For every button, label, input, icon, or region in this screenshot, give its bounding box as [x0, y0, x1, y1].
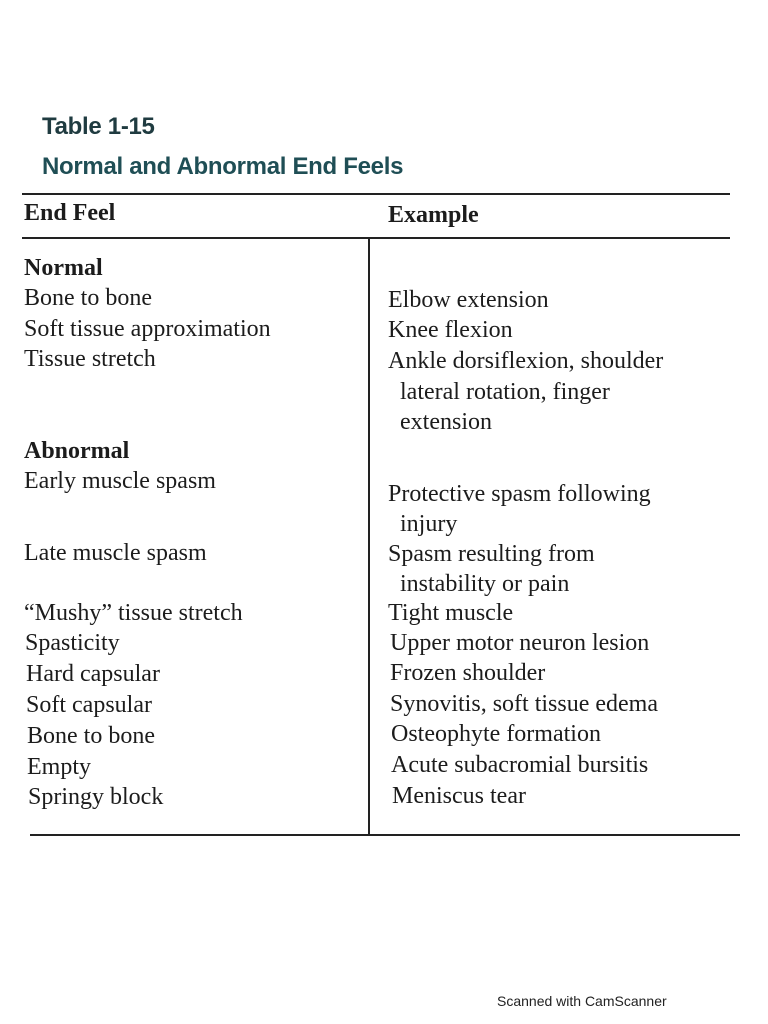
section-heading-normal: Normal [24, 255, 103, 281]
header-example: Example [388, 202, 479, 228]
end-feel-cell: “Mushy” tissue stretch [24, 600, 243, 626]
table-number: Table 1-15 [42, 113, 155, 140]
example-cell: Spasm resulting from [388, 541, 595, 567]
end-feel-cell: Spasticity [25, 630, 120, 656]
end-feel-cell: Springy block [28, 784, 164, 810]
section-heading-abnormal: Abnormal [24, 438, 130, 464]
example-cell: Tight muscle [388, 600, 514, 626]
end-feel-cell: Soft capsular [26, 692, 152, 718]
table-bottom-rule [30, 834, 740, 836]
example-cell-continuation: lateral rotation, finger [400, 379, 610, 405]
end-feel-cell: Soft tissue approximation [24, 316, 271, 342]
table-top-rule [22, 193, 730, 195]
example-cell-continuation: injury [400, 511, 458, 537]
scanner-watermark: Scanned with CamScanner [497, 993, 667, 1009]
end-feel-cell: Tissue stretch [24, 346, 156, 372]
header-end-feel: End Feel [24, 200, 116, 226]
example-cell: Elbow extension [388, 287, 549, 313]
table-header-rule [22, 237, 730, 239]
example-cell: Knee flexion [388, 317, 513, 343]
column-divider [368, 237, 370, 835]
example-cell: Synovitis, soft tissue edema [390, 691, 658, 717]
end-feel-cell: Late muscle spasm [24, 540, 207, 566]
end-feel-cell: Bone to bone [27, 723, 155, 749]
example-cell-continuation: instability or pain [400, 571, 570, 597]
end-feel-cell: Hard capsular [26, 661, 160, 687]
example-cell: Protective spasm following [388, 481, 651, 507]
example-cell-continuation: extension [400, 409, 492, 435]
end-feel-cell: Bone to bone [24, 285, 152, 311]
example-cell: Ankle dorsiflexion, shoulder [388, 348, 664, 374]
example-cell: Acute subacromial bursitis [391, 752, 649, 778]
end-feel-cell: Empty [27, 754, 91, 780]
example-cell: Upper motor neuron lesion [390, 630, 650, 656]
table-title: Normal and Abnormal End Feels [42, 153, 404, 180]
example-cell: Frozen shoulder [390, 660, 546, 686]
example-cell: Meniscus tear [392, 783, 526, 809]
example-cell: Osteophyte formation [391, 721, 601, 747]
end-feel-cell: Early muscle spasm [24, 468, 216, 494]
